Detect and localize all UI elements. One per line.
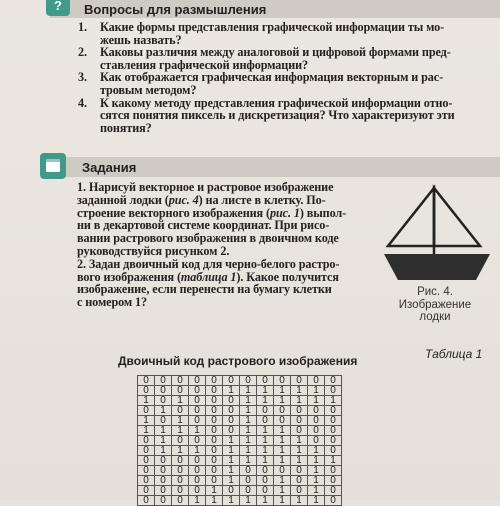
table-cell: 1 xyxy=(155,446,172,456)
table-cell: 0 xyxy=(291,466,308,476)
table-cell: 0 xyxy=(172,406,189,416)
caption-line: Изображение xyxy=(398,298,472,311)
table-cell: 0 xyxy=(206,376,223,386)
table-cell: 0 xyxy=(189,476,206,486)
table-cell: 1 xyxy=(291,496,308,506)
table-cell: 0 xyxy=(138,466,155,476)
table-cell: 1 xyxy=(240,496,257,506)
question-text-line: Каковы различия между аналоговой и цифровой формами пред- xyxy=(100,45,451,60)
table-cell: 1 xyxy=(240,406,257,416)
table-cell: 0 xyxy=(138,486,155,496)
table-cell: 1 xyxy=(274,396,291,406)
table-cell: 1 xyxy=(155,426,172,436)
task-icon xyxy=(40,153,66,179)
table-row xyxy=(138,376,342,386)
table-cell: 1 xyxy=(291,396,308,406)
question-text-line: сятся понятия пиксель и дискретизация? Что характеризуют эти xyxy=(100,108,455,123)
table-cell: 0 xyxy=(189,396,206,406)
table-cell: 0 xyxy=(274,376,291,386)
table-row xyxy=(138,416,342,426)
table-cell: 0 xyxy=(308,406,325,416)
table-cell: 1 xyxy=(257,436,274,446)
boat-figure xyxy=(382,184,492,284)
table-row xyxy=(138,486,342,496)
task2-line: изображение, если перенести на бумагу клетки xyxy=(77,282,332,297)
table-cell: 1 xyxy=(240,426,257,436)
table-cell: 1 xyxy=(240,386,257,396)
table-cell: 0 xyxy=(257,376,274,386)
table-cell: 0 xyxy=(240,486,257,496)
table-cell: 1 xyxy=(240,436,257,446)
table-cell: 0 xyxy=(240,466,257,476)
table-cell: 1 xyxy=(257,446,274,456)
table-cell: 0 xyxy=(308,376,325,386)
table-label: Таблица 1 xyxy=(425,347,483,361)
table-cell: 0 xyxy=(189,466,206,476)
table-cell: 0 xyxy=(325,436,342,446)
table-cell: 0 xyxy=(223,416,240,426)
table-cell: 0 xyxy=(189,436,206,446)
table-cell: 0 xyxy=(138,376,155,386)
table-cell: 1 xyxy=(274,386,291,396)
figure-caption xyxy=(380,286,490,324)
table-row xyxy=(138,396,342,406)
table-row xyxy=(138,436,342,446)
table-cell: 0 xyxy=(291,416,308,426)
table-cell: 0 xyxy=(257,406,274,416)
task2-line: с номером 1? xyxy=(77,295,148,310)
task1-line: заданной лодки (рис. 4) на листе в клетку. По- xyxy=(77,192,326,207)
table-row xyxy=(138,406,342,416)
table-cell: 0 xyxy=(206,446,223,456)
table-cell: 1 xyxy=(291,456,308,466)
table-cell: 0 xyxy=(138,386,155,396)
table-cell: 1 xyxy=(206,486,223,496)
table-row xyxy=(138,426,342,436)
question-text-line: Какие формы представления графической информации ты мо- xyxy=(100,20,445,34)
table-row xyxy=(138,496,342,506)
table-cell: 1 xyxy=(308,496,325,506)
question-item xyxy=(78,21,492,46)
table-cell: 0 xyxy=(325,476,342,486)
table-cell: 1 xyxy=(308,456,325,466)
task1-line: строение векторного изображения (рис. 1) выпол- xyxy=(77,205,347,220)
table-cell: 0 xyxy=(223,396,240,406)
table-cell: 0 xyxy=(172,456,189,466)
question-number: 1. xyxy=(78,20,87,34)
table-cell: 0 xyxy=(172,476,189,486)
table-cell: 0 xyxy=(189,456,206,466)
tasks-title: Задания xyxy=(82,160,137,175)
table-cell: 0 xyxy=(155,496,172,506)
table-cell: 0 xyxy=(155,476,172,486)
table-cell: 0 xyxy=(274,406,291,416)
table-cell: 0 xyxy=(206,456,223,466)
table-cell: 1 xyxy=(274,476,291,486)
table-cell: 0 xyxy=(308,436,325,446)
table-cell: 1 xyxy=(257,456,274,466)
table-cell: 0 xyxy=(172,466,189,476)
table-cell: 1 xyxy=(223,476,240,486)
table-cell: 0 xyxy=(257,466,274,476)
table-cell: 0 xyxy=(189,376,206,386)
table-cell: 0 xyxy=(155,386,172,396)
table-cell: 0 xyxy=(189,416,206,426)
table-cell: 1 xyxy=(274,496,291,506)
table-cell: 1 xyxy=(274,446,291,456)
table-cell: 0 xyxy=(325,416,342,426)
table-cell: 0 xyxy=(257,486,274,496)
table-cell: 0 xyxy=(138,456,155,466)
table-cell: 1 xyxy=(172,426,189,436)
table-cell: 0 xyxy=(138,476,155,486)
table-cell: 1 xyxy=(274,426,291,436)
question-item xyxy=(78,46,492,71)
table-cell: 0 xyxy=(206,386,223,396)
table-cell: 0 xyxy=(257,476,274,486)
table-cell: 0 xyxy=(138,496,155,506)
table-cell: 0 xyxy=(291,426,308,436)
question-text-line: ставления графической информации? xyxy=(100,57,309,72)
question-number: 2. xyxy=(78,45,87,60)
boat-hull xyxy=(384,254,490,280)
table-cell: 1 xyxy=(223,466,240,476)
question-text-line: тровым методом? xyxy=(100,82,197,97)
question-icon: ? xyxy=(46,0,70,16)
table-cell: 0 xyxy=(325,376,342,386)
table-cell: 0 xyxy=(155,466,172,476)
table-row xyxy=(138,476,342,486)
table-cell: 0 xyxy=(172,436,189,446)
table-cell: 0 xyxy=(206,416,223,426)
table-cell: 1 xyxy=(257,396,274,406)
table-row xyxy=(138,456,342,466)
table-cell: 0 xyxy=(325,466,342,476)
table-row xyxy=(138,386,342,396)
table-cell: 0 xyxy=(291,406,308,416)
table-cell: 1 xyxy=(155,406,172,416)
table-cell: 1 xyxy=(189,426,206,436)
task2-line: вого изображения (таблица 1). Какое получится xyxy=(77,269,339,284)
table-cell: 0 xyxy=(206,476,223,486)
table-cell: 1 xyxy=(325,456,342,466)
table-cell: 0 xyxy=(138,406,155,416)
table-cell: 0 xyxy=(223,426,240,436)
boat-sail-right xyxy=(434,188,480,246)
table-cell: 0 xyxy=(291,476,308,486)
table-cell: 1 xyxy=(257,496,274,506)
table-cell: 0 xyxy=(223,406,240,416)
question-number: 3. xyxy=(78,70,87,85)
table-cell: 0 xyxy=(291,486,308,496)
table-cell: 0 xyxy=(257,416,274,426)
table-cell: 0 xyxy=(325,426,342,436)
table-cell: 0 xyxy=(172,496,189,506)
table-cell: 1 xyxy=(291,436,308,446)
binary-code-table xyxy=(137,375,342,506)
table-cell: 0 xyxy=(325,496,342,506)
table-cell: 0 xyxy=(223,376,240,386)
table-cell: 1 xyxy=(189,446,206,456)
question-number: 4. xyxy=(78,95,87,110)
table-title: Двоичный код растрового изображения xyxy=(118,354,358,368)
table-cell: 0 xyxy=(172,376,189,386)
task2-line: 2. Задан двоичный код для черно-белого растро- xyxy=(77,256,340,271)
table-cell: 1 xyxy=(172,416,189,426)
table-cell: 0 xyxy=(325,446,342,456)
table-cell: 1 xyxy=(291,446,308,456)
table-cell: 1 xyxy=(206,496,223,506)
table-cell: 1 xyxy=(274,436,291,446)
question-text-line: Как отображается графическая информация векторным и рас- xyxy=(100,70,444,85)
table-cell: 0 xyxy=(240,376,257,386)
table-cell: 0 xyxy=(240,476,257,486)
table-cell: 0 xyxy=(155,396,172,406)
table-cell: 0 xyxy=(189,486,206,496)
table-cell: 0 xyxy=(274,416,291,426)
questions-title: Вопросы для размышления xyxy=(84,2,267,17)
table-cell: 0 xyxy=(206,396,223,406)
table-cell: 0 xyxy=(223,486,240,496)
table-cell: 1 xyxy=(223,436,240,446)
table-row xyxy=(138,446,342,456)
table-cell: 1 xyxy=(308,396,325,406)
caption-line: Рис. 4. xyxy=(417,286,453,298)
table-cell: 1 xyxy=(155,436,172,446)
table-cell: 0 xyxy=(325,386,342,396)
table-cell: 0 xyxy=(206,436,223,446)
table-cell: 1 xyxy=(138,396,155,406)
questions-list xyxy=(78,21,492,134)
table-cell: 1 xyxy=(274,486,291,496)
question-text-line: К какому методу представления графической информации отно- xyxy=(100,95,453,110)
table-cell: 0 xyxy=(155,486,172,496)
table-cell: 1 xyxy=(240,396,257,406)
table-cell: 0 xyxy=(325,406,342,416)
table-cell: 0 xyxy=(138,446,155,456)
boat-sail-left xyxy=(388,188,434,246)
tasks-text xyxy=(77,181,377,309)
table-row xyxy=(138,466,342,476)
table-cell: 0 xyxy=(274,466,291,476)
table-cell: 1 xyxy=(138,426,155,436)
table-cell: 0 xyxy=(206,406,223,416)
table-cell: 1 xyxy=(172,446,189,456)
table-cell: 0 xyxy=(155,456,172,466)
task1-line: руководствуйся рисунком 2. xyxy=(77,243,230,258)
table-cell: 1 xyxy=(274,456,291,466)
table-cell: 1 xyxy=(240,416,257,426)
table-cell: 1 xyxy=(291,386,308,396)
table-cell: 1 xyxy=(257,386,274,396)
question-item xyxy=(78,97,492,135)
table-cell: 1 xyxy=(172,396,189,406)
table-cell: 1 xyxy=(308,386,325,396)
table-cell: 1 xyxy=(138,416,155,426)
table-cell: 1 xyxy=(240,456,257,466)
table-cell: 0 xyxy=(308,416,325,426)
table-cell: 0 xyxy=(189,386,206,396)
table-cell: 1 xyxy=(325,396,342,406)
table-cell: 0 xyxy=(206,466,223,476)
task1-line: ни в декартовой системе координат. При рисо- xyxy=(77,218,330,233)
table-cell: 0 xyxy=(138,436,155,446)
table-cell: 0 xyxy=(189,406,206,416)
task1-line: 1. Нарисуй векторное и растровое изображение xyxy=(77,180,334,194)
table-cell: 1 xyxy=(308,466,325,476)
table-cell: 1 xyxy=(189,496,206,506)
table-cell: 1 xyxy=(257,426,274,436)
table-cell: 1 xyxy=(240,446,257,456)
table-cell: 0 xyxy=(155,376,172,386)
table-cell: 1 xyxy=(223,496,240,506)
question-text-line: жешь назвать? xyxy=(100,32,182,47)
table-cell: 1 xyxy=(223,386,240,396)
table-cell: 1 xyxy=(223,456,240,466)
caption-line: лодки xyxy=(419,311,451,323)
table-cell: 0 xyxy=(206,426,223,436)
question-item xyxy=(78,71,492,96)
table-cell: 0 xyxy=(172,486,189,496)
table-cell: 1 xyxy=(308,476,325,486)
table-cell: 0 xyxy=(325,486,342,496)
table-cell: 1 xyxy=(308,446,325,456)
task1-line: вании растрового изображения в двоичном коде xyxy=(77,231,339,246)
table-cell: 0 xyxy=(155,416,172,426)
table-cell: 1 xyxy=(223,446,240,456)
table-cell: 0 xyxy=(291,376,308,386)
question-text-line: понятия? xyxy=(100,120,152,135)
table-cell: 0 xyxy=(308,426,325,436)
table-cell: 0 xyxy=(172,386,189,396)
table-cell: 1 xyxy=(308,486,325,496)
